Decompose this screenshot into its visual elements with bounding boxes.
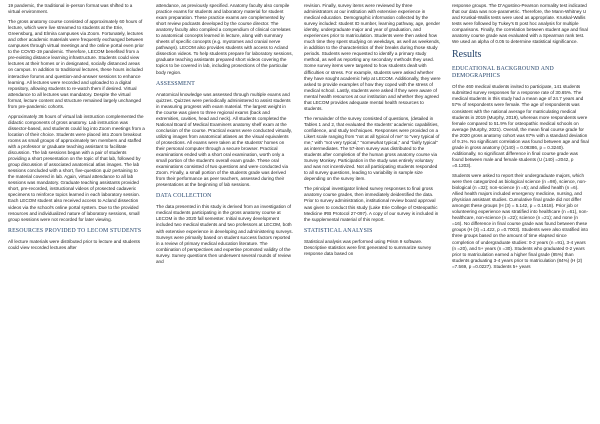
text-column-1: [8, 3, 145, 424]
paragraph: 19 pandemic, the traditional in-person format was shifted to a virtual environment.: [8, 3, 133, 15]
paragraph: The remainder of the survey consisted of questions, (detailed in Tables 1 and 2, that evaluated the students' academic capabilities, confidence, and study techniques. Responses were provided on a Likert scale ranging from "not at all typical of me" to "very typical of me," with "not very typical," "somewhat typical," and "fairly typical" as intermediates. The 57-item survey was distributed to the students after completion of the human gross anatomy course via Survey Monkey. Participation in the study was entirely voluntary and was not incentivized. Not all participating students responded to all survey questions, leading to variability in sample size depending on the survey item.: [304, 115, 440, 182]
paragraph: Anatomical knowledge was assessed through multiple exams and quizzes. Quizzes were periodically administered to assist students in measuring progress with exam material. The largest weight in the course was given to three regional exams (back and extremities, cavities, head and neck). All students completed the National Board of Medical Examiners anatomy shelf exam at the conclusion of the course. Practical exams were conducted virtually, utilizing images from anatomical atlases as the visual equivalents of prosections. All exams were taken at the students' homes on their personal computer through a secure browser. Practical examinations ended with a short oral examination, worth only a small portion of the student's overall exam grade. These oral examinations consisted of two questions and were conducted via Zoom. Finally, a small portion of the students grade was derived from their performance as peer teachers, assessed during their presentations at the beginning of lab sessions.: [156, 91, 293, 188]
paragraph: The gross anatomy course consisted of approximately 60 hours of lecture, which were live streamed to students at the Erie, Greensburg, and Elmira campuses via Zoom. Fortunately, lectures and other academic materials were frequently exchanged between campuses through virtual meetings and the online portal even prior to the COVID-19 pandemic. Therefore, LECOM benefited from a pre-existing distance learning infrastructure. Students could view lectures at their homes or in designated, socially distanced areas on campus. In addition to traditional lectures, these hours included interactive forums and question-and-answer sessions to enhance learning. All lectures were recorded and uploaded to a digital repository, allowing students to re-watch them if desired. Virtual attendance to all lectures was mandatory. Despite the virtual format, lecture content and structure remained largely unchanged from pre-pandemic cohorts.: [8, 19, 144, 109]
text-column-2: [156, 3, 293, 424]
section-heading-resources: RESOURCES PROVIDED TO LECOM STUDENTS: [8, 227, 142, 234]
section-heading-assessment: ASSESSMENT: [156, 80, 196, 87]
paragraph: All lecture materials were distributed prior to lecture and students could view recorded lectures after: [8, 238, 141, 250]
paragraph: The data presented in this study is derived from an investigation of medical students participating in the gross anatomy course at LECOM in the 2020 fall semester. Initial survey development included two medical students and two professors at LECOM, both with extensive experience in developing and administering surveys. Surveys were primarily based on student success factors reported in a review of primary medical education literature. The combination of perspectives and expertise promoted validity of the survey. Survey questions then underwent several rounds of review and: [156, 204, 293, 264]
text-column-3: [304, 3, 441, 424]
paragraph: Statistical analysis was performed using Prism 9 software. Descriptive statistics were first generated to summarize survey response data based on: [304, 238, 432, 256]
paragraph: Of the 460 medical students invited to participate, 141 students submitted survey responses for a response rate of 30.65%. The medical students in this study had a mean age of 24.7 years and 57% of respondents were female. The age of respondents was consistent with the national average for matriculating medical students in 2019 (Murphy, 2019), whereas more respondents were female compared to 51.9% for osteopathic medical schools on average (Murphy, 2021). Overall, the mean final course grade for the 2020 gross anatomy cohort was 87% with a standard deviation of 9.1%. No significant correlation was found between age and final grade in gross anatomy (r(140) = 0.08386, p = 0.3240). Additionally, no significant difference in final course grade was found between male and female students (U (140) =2042, p =0.1203).: [452, 84, 589, 168]
text-column-4: [452, 3, 589, 424]
section-heading-statistical-analysis: STATISTICAL ANALYSIS: [304, 227, 373, 234]
section-heading-data-collection: DATA COLLECTION: [156, 193, 212, 200]
paragraph: Approximately 36 hours of virtual lab instruction complemented the didactic components of gross anatomy. Lab instruction was dissector-based, and students could log into Zoom meetings from a location of their choice. Students were placed into Zoom breakout rooms as small groups of approximately ten members and staffed with a professor or graduate teaching assistant to facilitate discussion. The lab sessions began with a pair of students providing a short presentation on the topic of that lab, followed by group discussion of associated anatomical atlas images. The lab sessions concluded with a short, five-question quiz pertaining to the material covered in lab. Again, virtual attendance to all lab sessions was mandatory. Graduate teaching assistants provided short, pre-recorded, instructional videos of prosected cadaveric specimens to reinforce topics learned in each laboratory session. Each LECOM student also received access to Acland dissection videos via the school's online portal system. Due to the provided resources and individualized nature of laboratory sessions, small group sessions were not recorded for later viewing.: [8, 113, 145, 222]
paragraph: The principal investigator linked survey responses to final gross anatomy course grades, then immediately deidentified the data. Prior to survey administration, institutional review board approval was given to conduct this study (Lake Erie College of Osteopathic Medicine IRB Protocol 27-097). A copy of our survey is included in the supplemental material of this report.: [304, 186, 439, 222]
paragraph: revision. Finally, survey items were reviewed by three administrators at our institution with extensive experience in medical education. Demographic information collected by the survey included: student ID number, learning pathway, age, gender identity, undergraduate major and year of graduation, and experiences prior to matriculation. Students were then asked how much time they spent studying on weekdays, as well as weekends, in addition to the characteristics of their breaks during those study periods. Students were requested to identify a primary study method, as well as reporting any secondary methods they used. Some survey items were targeted to how students dealt with difficulties or stress. For example, students were asked whether they have sought academic help at LECOM. Additionally, they were asked to provide examples of how they coped with the stress of medical school. Lastly, students were asked if they were aware of mental health resources at our institution and whether they agreed that LECOM provides adequate mental health resources to students.: [304, 3, 441, 111]
paragraph: Students were asked to report their undergraduate majors, which were then categorized as biological science (n =98), science, non-biological (n =32); non-science (n =5); and allied health (n =6). Allied health majors included emergency medicine, nursing, and physician assistant studies. Cumulative final grade did not differ amongst these groups (H (3) = 5.142, p = 0.1618). Prior job or volunteering experience was stratified into healthcare (n =61), non-healthcare, non-science (n =22); science (n =21); and none (n =16). No difference in final course grade was found between these groups (H (3) =1.422, p =0.7003). Students were also stratified into three groups based on the amount of time elapsed since completion of undergraduate studies: 0-2 years (n =91), 3-4 years (n =20), and 5+ years (n =30). Students who graduated 0-2 years prior to matriculation earned a higher final grade (85%) than students graduating 3-4 years prior to matriculation (84%) (H (2) =7.569, p =0.0227). Students 5+ years: [452, 172, 589, 269]
section-title-results: Results: [452, 49, 482, 61]
paragraph: attendance, as previously specified. Anatomy faculty also compile practice exams for students and laboratory material for student exam preparation. These practice exams are complemented by short review podcasts developed by the course director. The anatomy faculty also compiled a compendium of clinical correlates to anatomical concepts learned in lecture, along with summary sheets of specific concepts (e.g. myotomes and cranial nerve pathways). LECOM also provides students with access to Acland dissection videos. To help students prepare for laboratory sessions, graduate teaching assistants prepared short videos covering the topics to be covered in lab, including prosections of the particular body region.: [156, 3, 293, 75]
paragraph: response groups. The D'Agostino-Pearson normality test indicated that our data was non-parametric. Therefore, the Mann-Whitney U and Kruskal-Wallis tests were used as appropriate. Kruskal-Wallis tests were followed by Tukey's B post hoc analysis for multiple comparisons. Finally, the correlation between student age and final anatomy course grade was evaluated with a Spearman rank test. We used an alpha of 0.05 to determine statistical significance.: [452, 3, 588, 45]
section-heading-educational-background: EDUCATIONAL BACKGROUND AND DEMOGRAPHICS: [452, 66, 554, 80]
